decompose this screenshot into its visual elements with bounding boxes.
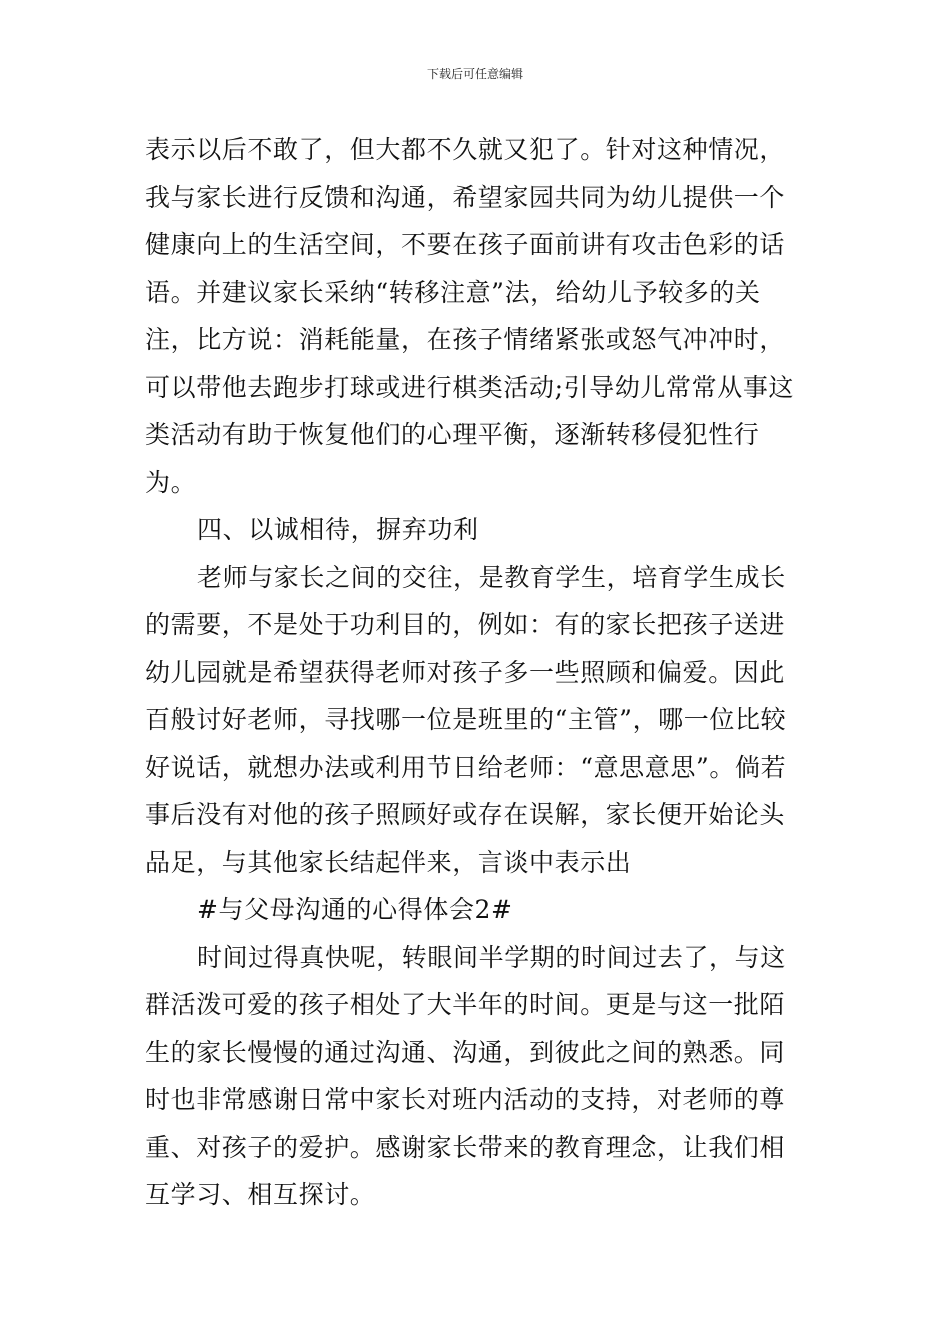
page-header: 下载后可任意编辑 — [426, 67, 523, 81]
document-body — [145, 126, 810, 1219]
paragraph-teacher-parent: 老师与家长之间的交往，是教育学生，培育学生成长的需要，不是处于功利目的，例如：有的家长把孩子送进幼儿园就是希望获得老师对孩子多一些照顾和偏爱。因此百般讨好老师，寻找哪一位是班里的“主管”，哪一位比较好说话，就想办法或利用节日给老师：“意思意思”。倘若事后没有对他的孩子照顾好或存在误解，家长便开始论头品足，与其他家长结起伴来，言谈中表示出 — [145, 562, 787, 877]
section-heading-four: 四、以诚相待，摒弃功利 — [197, 515, 479, 544]
paragraph-time-flies: 时间过得真快呢，转眼间半学期的时间过去了，与这群活泼可爱的孩子相处了大半年的时间。更是与这一批陌生的家长慢慢的通过沟通、沟通，到彼此之间的熟悉。同时也非常感谢日常中家长对班内活动的支持，对老师的尊重、对孩子的爱护。感谢家长带来的教育理念，让我们相互学习、相互探讨。 — [145, 942, 786, 1209]
paragraph-continuation: 表示以后不敢了，但大都不久就又犯了。针对这种情况，我与家长进行反馈和沟通，希望家园共同为幼儿提供一个健康向上的生活空间，不要在孩子面前讲有攻击色彩的话语。并建议家长采纳“转移注意”法，给幼儿予较多的关注，比方说：消耗能量，在孩子情绪紧张或怒气冲冲时，可以带他去跑步打球或进行棋类活动;引导幼儿常常从事这类活动有助于恢复他们的心理平衡，逐渐转移侵犯性行为。 — [145, 135, 795, 497]
article-title-2: #与父母沟通的心得体会2# — [197, 895, 513, 924]
